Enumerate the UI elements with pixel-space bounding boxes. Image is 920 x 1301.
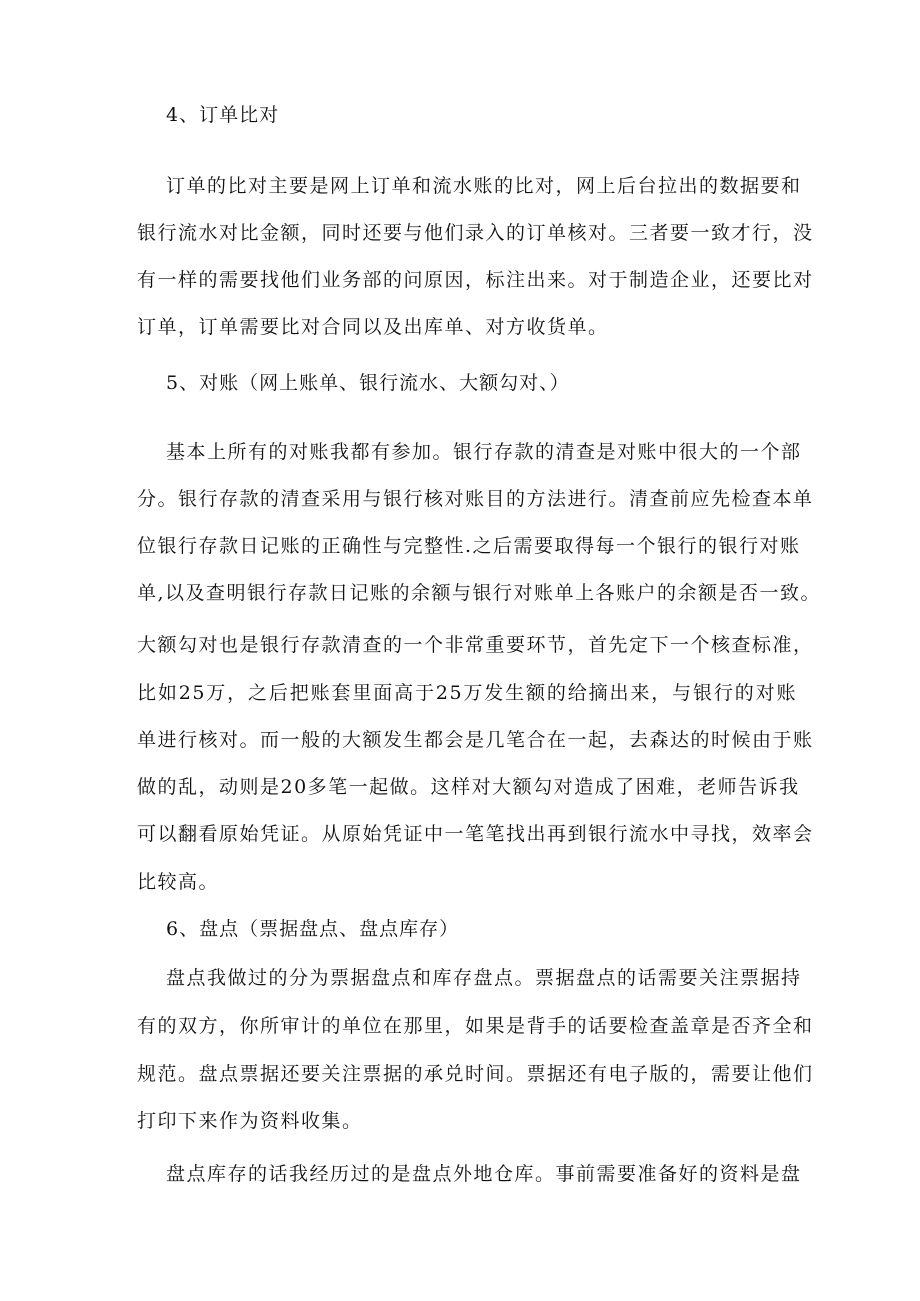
- section-heading-6: 6、盘点（票据盘点、盘点库存）: [166, 918, 460, 940]
- paragraph-line: 订单，订单需要比对合同以及出库单、对方收货单。: [137, 316, 609, 338]
- paragraph-line: 大额勾对也是银行存款清查的一个非常重要环节，首先定下一个核查标准，: [137, 634, 814, 656]
- paragraph-line: 做的乱，动则是20多笔一起做。这样对大额勾对造成了困难，老师告诉我: [137, 776, 800, 798]
- section-heading-4: 4、订单比对: [166, 104, 280, 126]
- paragraph-line: 银行流水对比金额，同时还要与他们录入的订单核对。三者要一致才行，没: [137, 222, 814, 244]
- paragraph-line: 打印下来作为资料收集。: [137, 1110, 363, 1132]
- paragraph-line: 盘点库存的话我经历过的是盘点外地仓库。事前需要准备好的资料是盘: [166, 1163, 802, 1185]
- paragraph-line: 有一样的需要找他们业务部的问原因，标注出来。对于制造企业，还要比对: [137, 269, 814, 291]
- paragraph-line: 比较高。: [137, 871, 220, 893]
- paragraph-line: 可以翻看原始凭证。从原始凭证中一笔笔找出再到银行流水中寻找，效率会: [137, 823, 814, 845]
- paragraph-line: 单,以及查明银行存款日记账的余额与银行对账单上各账户的余额是否一致。: [137, 582, 822, 604]
- paragraph-line: 分。银行存款的清查采用与银行核对账目的方法进行。清查前应先检查本单: [137, 488, 814, 510]
- paragraph-line: 有的双方，你所审计的单位在那里，如果是背手的话要检查盖章是否齐全和: [137, 1015, 814, 1037]
- section-heading-5: 5、对账（网上账单、银行流水、大额勾对、）: [166, 372, 570, 394]
- paragraph-line: 盘点我做过的分为票据盘点和库存盘点。票据盘点的话需要关注票据持: [166, 967, 802, 989]
- paragraph-line: 订单的比对主要是网上订单和流水账的比对，网上后台拉出的数据要和: [166, 175, 802, 197]
- paragraph-line: 比如25万，之后把账套里面高于25万发生额的给摘出来，与银行的对账: [137, 682, 797, 704]
- paragraph-line: 单进行核对。而一般的大额发生都会是几笔合在一起，去森达的时候由于账: [137, 729, 814, 751]
- paragraph-line: 规范。盘点票据还要关注票据的承兑时间。票据还有电子版的，需要让他们: [137, 1063, 814, 1085]
- paragraph-line: 位银行存款日记账的正确性与完整性.之后需要取得每一个银行的银行对账: [137, 535, 801, 557]
- paragraph-line: 基本上所有的对账我都有参加。银行存款的清查是对账中很大的一个部: [166, 441, 802, 463]
